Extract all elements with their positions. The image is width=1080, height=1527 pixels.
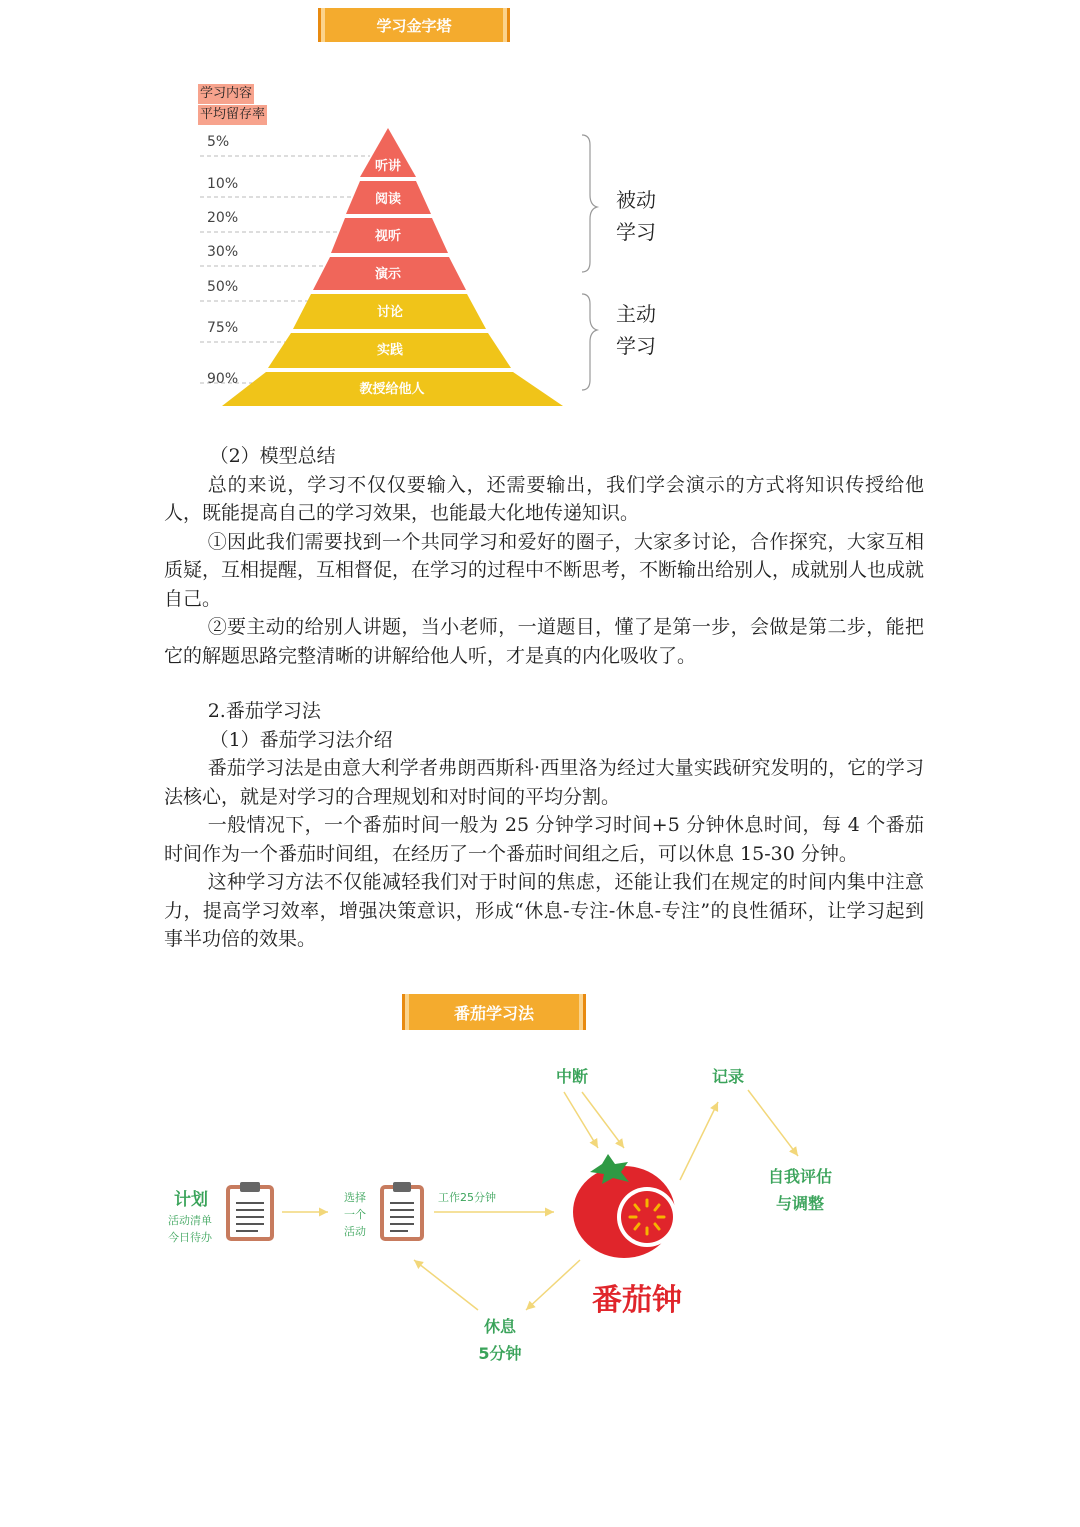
percent-label-1: 10% (207, 176, 239, 192)
active-line1: 主动 (616, 302, 656, 326)
work-label: 工作25分钟 (438, 1191, 496, 1204)
arrow-tomato-to-record (680, 1102, 718, 1180)
retention-label-line1: 学习内容 (198, 84, 254, 104)
tier-label-5: 实践 (376, 343, 404, 358)
percent-label-2: 20% (207, 210, 239, 226)
pomodoro-p2: 一般情况下，一个番茄时间一般为 25 分钟学习时间+5 分钟休息时间，每 4 个番茄时间作为一个番茄时间组，在经历了一个番茄时间组之后，可以休息 15-30 分钟。 (164, 814, 924, 865)
active-learning-label (616, 298, 656, 362)
model-summary-heading: （2）模型总结 (209, 445, 336, 467)
rest-line1: 休息 (483, 1317, 517, 1336)
pyramid-title: 学习金字塔 (376, 16, 452, 35)
percent-label-4: 50% (207, 279, 239, 295)
arrow-record-to-evaluate (748, 1090, 798, 1156)
arrow-interrupt-1 (564, 1092, 598, 1148)
pomodoro-section (164, 697, 924, 954)
passive-line1: 被动 (616, 188, 656, 212)
plan-label: 计划 (174, 1190, 208, 1210)
pyramid-title-banner (318, 8, 510, 42)
select-line3: 活动 (344, 1225, 366, 1238)
passive-line2: 学习 (616, 220, 656, 244)
arrow-rest-to-select (414, 1260, 478, 1310)
arrow-interrupt-2 (582, 1092, 624, 1148)
tier-label-6: 教授给他人 (359, 382, 425, 397)
clipboard-icon-2 (382, 1182, 422, 1239)
plan-sub2: 今日待办 (168, 1231, 212, 1244)
rest-line2: 5分钟 (478, 1344, 522, 1363)
retention-label-line2: 平均留存率 (198, 105, 267, 125)
evaluate-line2: 与调整 (775, 1194, 825, 1213)
percent-label-5: 75% (207, 320, 239, 336)
select-line2: 一个 (344, 1208, 366, 1221)
learning-pyramid (180, 120, 600, 420)
pomodoro-diagram (150, 1050, 930, 1380)
active-brace (582, 294, 597, 390)
tier-label-2: 视听 (374, 229, 402, 244)
model-summary-section (164, 442, 924, 670)
percent-label-6: 90% (207, 371, 239, 387)
model-summary-p1: 总的来说，学习不仅仅要输入，还需要输出，我们学会演示的方式将知识传授给他人，既能提高自己的学习效果，也能最大化地传递知识。 (164, 473, 924, 524)
tier-label-1: 阅读 (374, 192, 402, 207)
passive-learning-label (616, 184, 656, 248)
select-line1: 选择 (344, 1191, 366, 1204)
model-summary-p3: ②要主动的给别人讲题，当小老师，一道题目，懂了是第一步，会做是第二步，能把它的解题思路完整清晰的讲解给他人听，才是真的内化吸收了。 (164, 616, 924, 667)
pomodoro-p1: 番茄学习法是由意大利学者弗朗西斯科·西里洛为经过大量实践研究发明的，它的学习法核心，就是对学习的合理规划和对时间的平均分割。 (164, 757, 924, 808)
clipboard-icon (228, 1182, 272, 1239)
model-summary-p2: ①因此我们需要找到一个共同学习和爱好的圈子，大家多讨论，合作探究，大家互相质疑，互相提醒，互相督促，在学习的过程中不断思考，不断输出给别人，成就别人也成就自己。 (164, 530, 925, 610)
passive-brace (582, 135, 597, 272)
plan-sub1: 活动清单 (168, 1214, 212, 1227)
percent-label-3: 30% (207, 244, 239, 260)
tier-label-4: 讨论 (376, 305, 404, 320)
tier-label-0: 听讲 (374, 159, 402, 174)
arrow-tomato-to-rest (526, 1260, 580, 1310)
pomodoro-p3: 这种学习方法不仅能减轻我们对于时间的焦虑，还能让我们在规定的时间内集中注意力，提高学习效率，增强决策意识，形成“休息-专注-休息-专注”的良性循环，让学习起到事半功倍的效果。 (164, 871, 924, 950)
pomodoro-clock-label: 番茄钟 (592, 1283, 682, 1318)
record-label: 记录 (712, 1067, 745, 1086)
evaluate-line1: 自我评估 (767, 1167, 833, 1186)
pomodoro-subheading: （1）番茄学习法介绍 (209, 728, 393, 751)
percent-label-0: 5% (207, 134, 230, 150)
tier-label-3: 演示 (374, 267, 402, 282)
active-line2: 学习 (616, 334, 656, 358)
tomato-icon (573, 1154, 677, 1258)
pomodoro-heading: 2.番茄学习法 (207, 700, 321, 722)
pomodoro-title-banner (402, 994, 586, 1030)
interrupt-label: 中断 (556, 1067, 589, 1086)
pomodoro-title: 番茄学习法 (453, 1003, 534, 1023)
